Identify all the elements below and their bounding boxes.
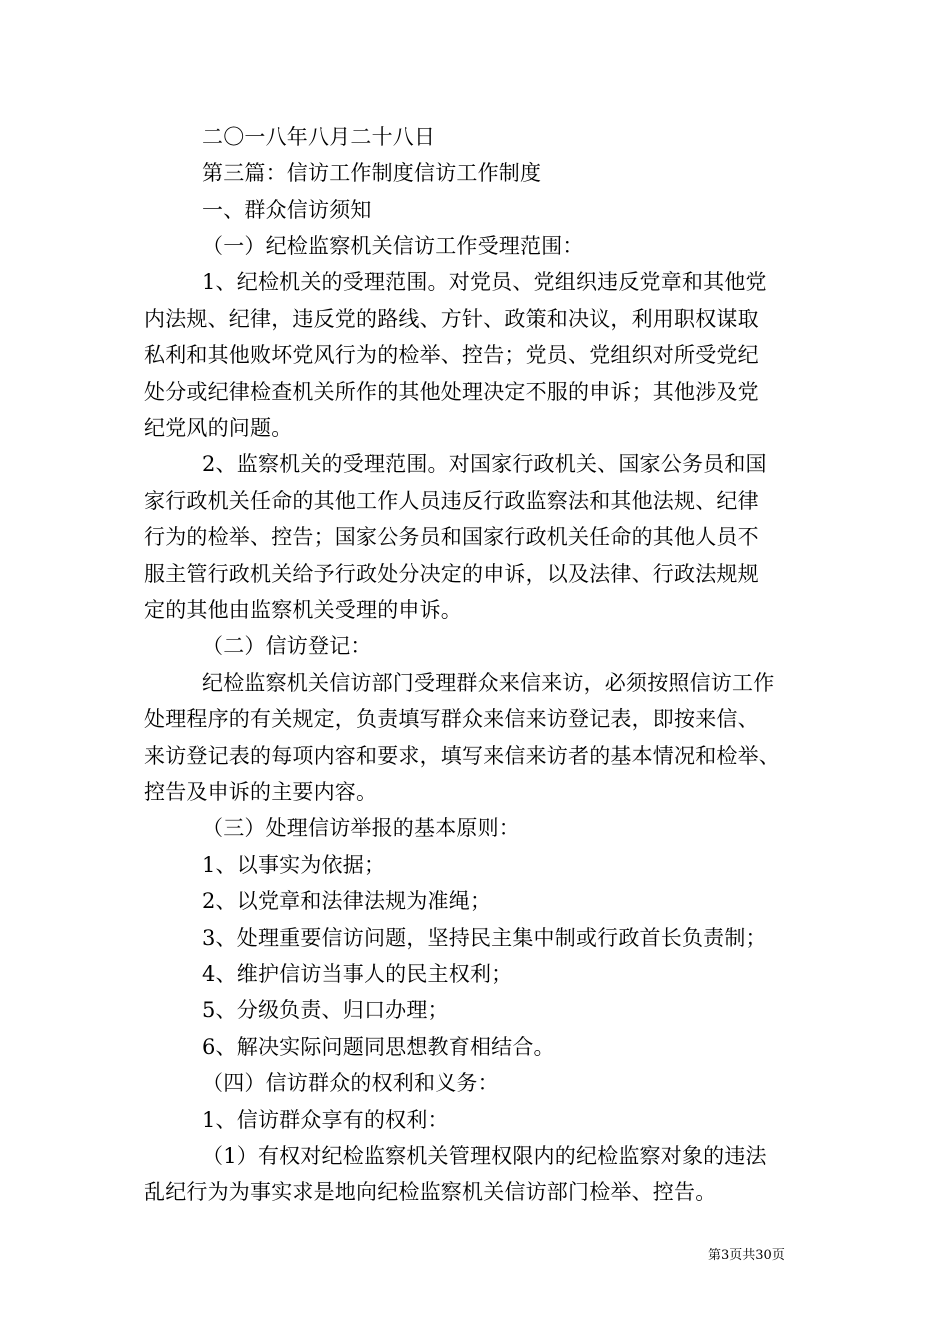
subsection-heading: （三）处理信访举报的基本原则： bbox=[202, 816, 520, 840]
paragraph-line: 行为的检举、控告；国家公务员和国家行政机关任命的其他人员不 bbox=[144, 525, 759, 549]
paragraph-line: 家行政机关任命的其他工作人员违反行政监察法和其他法规、纪律 bbox=[144, 489, 759, 513]
list-item: 3、处理重要信访问题，坚持民主集中制或行政首长负责制； bbox=[202, 926, 767, 950]
paragraph-line: 定的其他由监察机关受理的申诉。 bbox=[144, 598, 462, 622]
subsection-heading: （二）信访登记： bbox=[202, 634, 372, 658]
paragraph-line: 纪党风的问题。 bbox=[144, 416, 293, 440]
paragraph-line: 私利和其他败坏党风行为的检举、控告；党员、党组织对所受党纪 bbox=[144, 343, 759, 367]
paragraph-line: 处理程序的有关规定，负责填写群众来信来访登记表，即按来信、 bbox=[144, 707, 759, 731]
paragraph-line: 乱纪行为为事实求是地向纪检监察机关信访部门检举、控告。 bbox=[144, 1180, 717, 1204]
paragraph-line: 纪检监察机关信访部门受理群众来信来访，必须按照信访工作 bbox=[202, 671, 775, 695]
article-title: 第三篇：信访工作制度信访工作制度 bbox=[202, 161, 542, 185]
subsection-heading: （一）纪检监察机关信访工作受理范围： bbox=[202, 234, 584, 258]
list-item: 4、维护信访当事人的民主权利； bbox=[202, 962, 513, 986]
paragraph-line: 控告及申诉的主要内容。 bbox=[144, 780, 378, 804]
subsection-heading: （四）信访群众的权利和义务： bbox=[202, 1071, 499, 1095]
paragraph-line: 服主管行政机关给予行政处分决定的申诉，以及法律、行政法规规 bbox=[144, 562, 759, 586]
date-line: 二〇一八年八月二十八日 bbox=[202, 125, 436, 149]
paragraph-line: 处分或纪律检查机关所作的其他处理决定不服的申诉；其他涉及党 bbox=[144, 380, 759, 404]
list-item: 2、以党章和法律法规为准绳； bbox=[202, 889, 492, 913]
paragraph-line: 2、监察机关的受理范围。对国家行政机关、国家公务员和国 bbox=[202, 452, 767, 476]
paragraph-line: （1）有权对纪检监察机关管理权限内的纪检监察对象的违法 bbox=[202, 1144, 767, 1168]
list-item: 5、分级负责、归口办理； bbox=[202, 998, 449, 1022]
list-item: 6、解决实际问题同思想教育相结合。 bbox=[202, 1035, 555, 1059]
paragraph-line: 内法规、纪律，违反党的路线、方针、政策和决议，利用职权谋取 bbox=[144, 307, 759, 331]
list-item: 1、以事实为依据； bbox=[202, 853, 386, 877]
paragraph-line: 1、纪检机关的受理范围。对党员、党组织违反党章和其他党 bbox=[202, 270, 767, 294]
page-number-footer: 第3页共30页 bbox=[708, 1248, 785, 1263]
section-heading: 一、群众信访须知 bbox=[202, 198, 372, 222]
paragraph-line: 1、信访群众享有的权利： bbox=[202, 1108, 449, 1132]
paragraph-line: 来访登记表的每项内容和要求，填写来信来访者的基本情况和检举、 bbox=[144, 744, 780, 768]
